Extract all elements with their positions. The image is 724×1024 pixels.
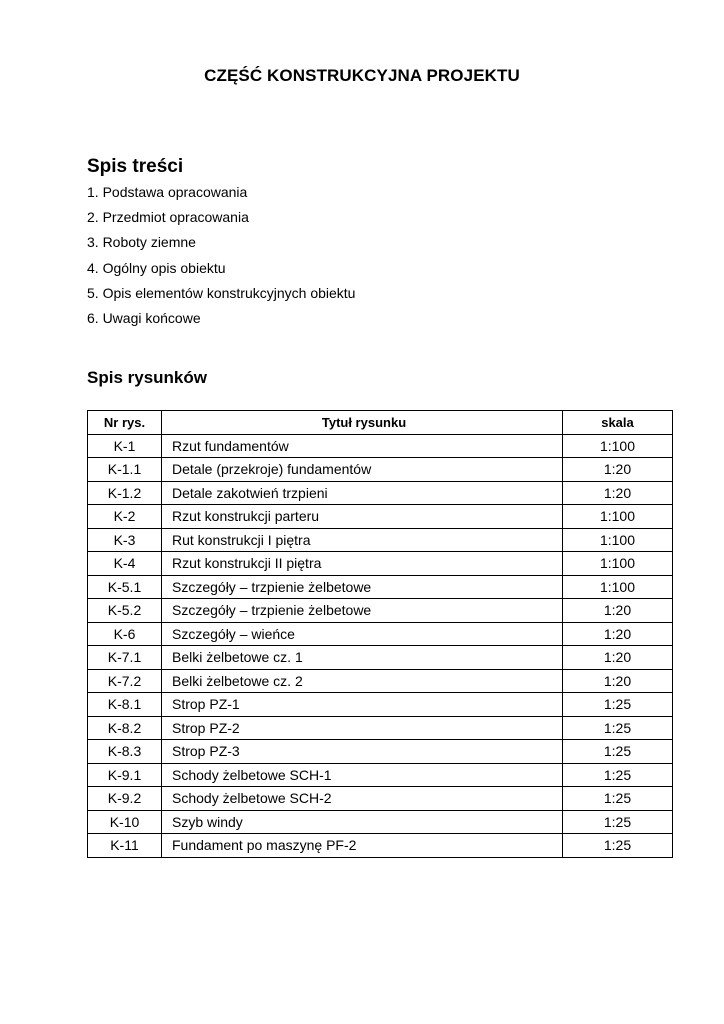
table-row (88, 669, 673, 693)
drawing-number: K-8.3 (88, 740, 162, 764)
drawing-scale: 1:25 (563, 787, 673, 811)
table-header-row (88, 411, 673, 435)
table-row (88, 693, 673, 717)
drawing-scale: 1:20 (563, 481, 673, 505)
table-row (88, 622, 673, 646)
toc-item: 2. Przedmiot opracowania (87, 209, 249, 226)
toc-item: 4. Ogólny opis obiektu (87, 259, 226, 276)
drawing-number: K-8.2 (88, 716, 162, 740)
toc-item: 3. Roboty ziemne (87, 234, 196, 251)
drawing-number: K-9.1 (88, 763, 162, 787)
drawing-title: Rzut konstrukcji parteru (162, 505, 563, 529)
table-row (88, 834, 673, 858)
drawing-number: K-7.2 (88, 669, 162, 693)
drawing-number: K-10 (88, 810, 162, 834)
drawing-number: K-7.1 (88, 646, 162, 670)
drawing-scale: 1:20 (563, 622, 673, 646)
table-row (88, 528, 673, 552)
column-header-scale: skala (563, 411, 673, 435)
table-row (88, 481, 673, 505)
drawing-number: K-2 (88, 505, 162, 529)
drawing-title: Fundament po maszynę PF-2 (162, 834, 563, 858)
drawing-number: K-9.2 (88, 787, 162, 811)
drawing-title: Szczegóły – trzpienie żelbetowe (162, 575, 563, 599)
table-row (88, 575, 673, 599)
drawings-table (87, 410, 673, 858)
table-row (88, 740, 673, 764)
table-row (88, 810, 673, 834)
drawings-heading: Spis rysunków (87, 368, 207, 387)
toc-list (87, 183, 355, 334)
drawing-title: Strop PZ-2 (162, 716, 563, 740)
column-header-title: Tytuł rysunku (162, 411, 563, 435)
drawing-title: Szyb windy (162, 810, 563, 834)
column-header-nr: Nr rys. (88, 411, 162, 435)
drawing-scale: 1:25 (563, 810, 673, 834)
drawing-scale: 1:25 (563, 763, 673, 787)
drawing-number: K-6 (88, 622, 162, 646)
drawing-scale: 1:100 (563, 575, 673, 599)
table-row (88, 646, 673, 670)
drawing-number: K-1.1 (88, 458, 162, 482)
drawing-scale: 1:25 (563, 693, 673, 717)
table-row (88, 599, 673, 623)
drawing-scale: 1:20 (563, 646, 673, 670)
drawing-number: K-1 (88, 434, 162, 458)
drawing-title: Belki żelbetowe cz. 2 (162, 669, 563, 693)
drawing-scale: 1:100 (563, 434, 673, 458)
drawing-scale: 1:100 (563, 505, 673, 529)
toc-item: 1. Podstawa opracowania (87, 184, 248, 200)
drawing-title: Szczegóły – wieńce (162, 622, 563, 646)
table-row (88, 763, 673, 787)
table-row (88, 716, 673, 740)
drawing-title: Detale zakotwień trzpieni (162, 481, 563, 505)
drawing-title: Szczegóły – trzpienie żelbetowe (162, 599, 563, 623)
drawing-title: Schody żelbetowe SCH-2 (162, 787, 563, 811)
drawing-scale: 1:25 (563, 834, 673, 858)
drawing-number: K-11 (88, 834, 162, 858)
toc-item: 6. Uwagi końcowe (87, 309, 201, 326)
toc-heading: Spis treści (87, 156, 184, 177)
table-row (88, 552, 673, 576)
drawing-number: K-3 (88, 528, 162, 552)
drawing-scale: 1:20 (563, 458, 673, 482)
drawing-title: Schody żelbetowe SCH-1 (162, 763, 563, 787)
drawing-number: K-8.1 (88, 693, 162, 717)
drawing-number: K-5.1 (88, 575, 162, 599)
drawing-title: Detale (przekroje) fundamentów (162, 458, 563, 482)
drawings-table-body (88, 434, 673, 857)
drawing-scale: 1:100 (563, 528, 673, 552)
drawing-number: K-5.2 (88, 599, 162, 623)
drawing-number: K-1.2 (88, 481, 162, 505)
drawing-title: Rzut konstrukcji II piętra (162, 552, 563, 576)
drawing-title: Strop PZ-3 (162, 740, 563, 764)
drawing-title: Strop PZ-1 (162, 693, 563, 717)
drawing-title: Belki żelbetowe cz. 1 (162, 646, 563, 670)
drawing-scale: 1:20 (563, 669, 673, 693)
drawing-scale: 1:20 (563, 599, 673, 623)
table-row (88, 505, 673, 529)
drawing-title: Rzut fundamentów (162, 434, 563, 458)
table-row (88, 787, 673, 811)
document-title: CZĘŚĆ KONSTRUKCYJNA PROJEKTU (204, 66, 520, 85)
drawing-number: K-4 (88, 552, 162, 576)
table-row (88, 434, 673, 458)
toc-item: 5. Opis elementów konstrukcyjnych obiektu (87, 284, 356, 301)
drawing-scale: 1:25 (563, 716, 673, 740)
drawing-scale: 1:25 (563, 740, 673, 764)
drawing-scale: 1:100 (563, 552, 673, 576)
table-row (88, 458, 673, 482)
drawing-title: Rut konstrukcji I piętra (162, 528, 563, 552)
